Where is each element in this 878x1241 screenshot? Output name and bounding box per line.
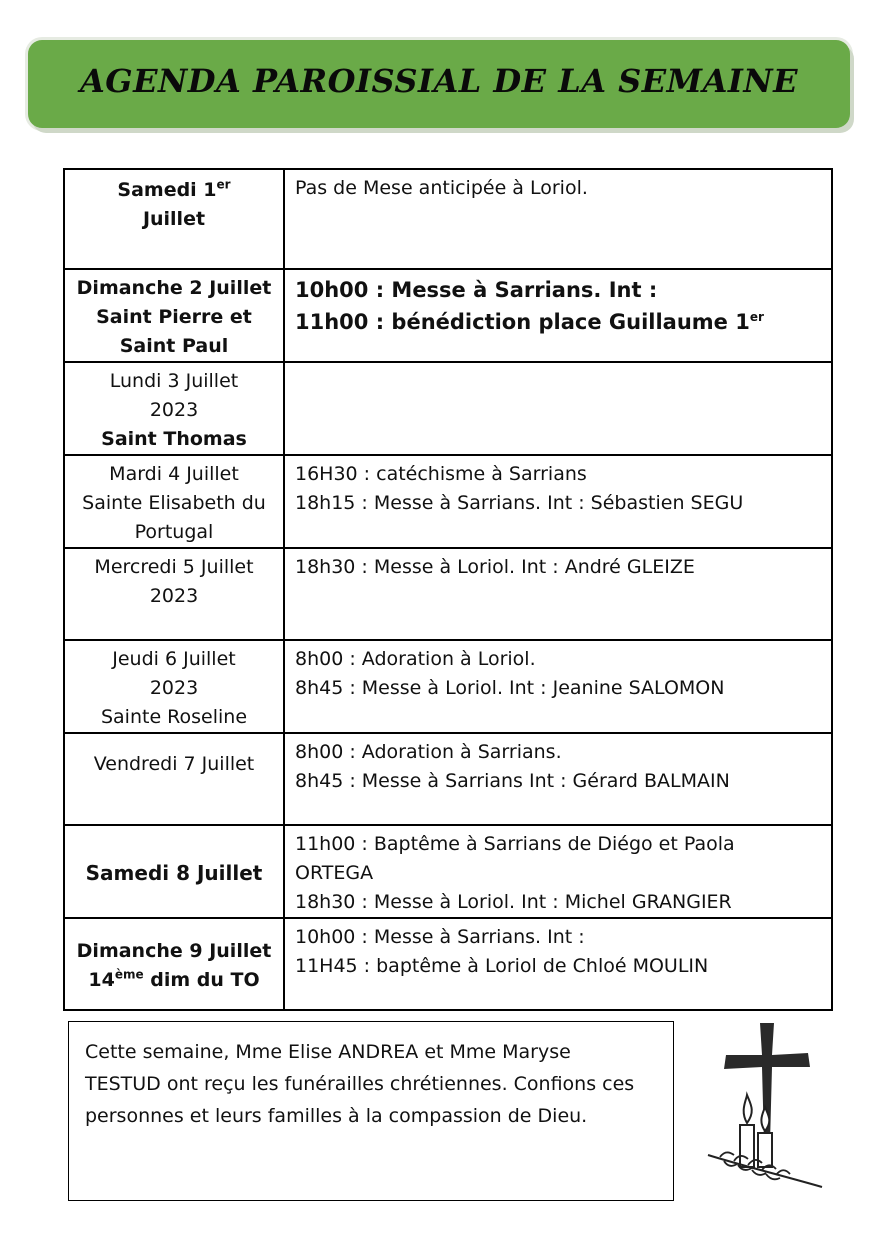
events-cell: 10h00 : Messe à Sarrians. Int : 11h00 : bénédiction place Guillaume 1er <box>284 269 832 362</box>
events-cell: 18h30 : Messe à Loriol. Int : André GLEIZE <box>284 548 832 640</box>
day-cell: Mercredi 5 Juillet 2023 <box>64 548 284 640</box>
day-cell: Samedi 8 Juillet <box>64 825 284 918</box>
table-row <box>64 825 832 918</box>
day-cell: Dimanche 9 Juillet 14ème dim du TO <box>64 918 284 1010</box>
table-row <box>64 455 832 548</box>
day-cell: Vendredi 7 Juillet <box>64 733 284 825</box>
agenda-table <box>63 168 833 1011</box>
day-cell: Mardi 4 Juillet Sainte Elisabeth du Portugal <box>64 455 284 548</box>
events-cell: 11h00 : Baptême à Sarrians de Diégo et Paola ORTEGA 18h30 : Messe à Loriol. Int : Michel GRANGIER <box>284 825 832 918</box>
events-cell: 10h00 : Messe à Sarrians. Int : 11H45 : baptême à Loriol de Chloé MOULIN <box>284 918 832 1010</box>
events-cell: 8h00 : Adoration à Loriol. 8h45 : Messe à Loriol. Int : Jeanine SALOMON <box>284 640 832 733</box>
day-cell: Lundi 3 Juillet 2023 Saint Thomas <box>64 362 284 455</box>
events-cell: Pas de Mese anticipée à Loriol. <box>284 169 832 269</box>
header-banner <box>28 40 850 128</box>
events-cell <box>284 362 832 455</box>
table-row <box>64 169 832 269</box>
day-cell: Jeudi 6 Juillet 2023 Sainte Roseline <box>64 640 284 733</box>
table-row <box>64 640 832 733</box>
table-row <box>64 733 832 825</box>
funeral-notice: Cette semaine, Mme Elise ANDREA et Mme Maryse TESTUD ont reçu les funérailles chrétiennes. Confions ces personnes et leurs familles à la compassion de Dieu. <box>68 1021 674 1201</box>
cross-with-candles-icon <box>700 1015 840 1195</box>
table-row <box>64 362 832 455</box>
day-cell: Dimanche 2 Juillet Saint Pierre et Saint Paul <box>64 269 284 362</box>
table-row <box>64 548 832 640</box>
table-row <box>64 269 832 362</box>
day-cell: Samedi 1er Juillet <box>64 169 284 269</box>
events-cell: 8h00 : Adoration à Sarrians. 8h45 : Messe à Sarrians Int : Gérard BALMAIN <box>284 733 832 825</box>
table-row <box>64 918 832 1010</box>
page-title: AGENDA PAROISSIAL DE LA SEMAINE <box>79 62 799 100</box>
events-cell: 16H30 : catéchisme à Sarrians 18h15 : Messe à Sarrians. Int : Sébastien SEGU <box>284 455 832 548</box>
